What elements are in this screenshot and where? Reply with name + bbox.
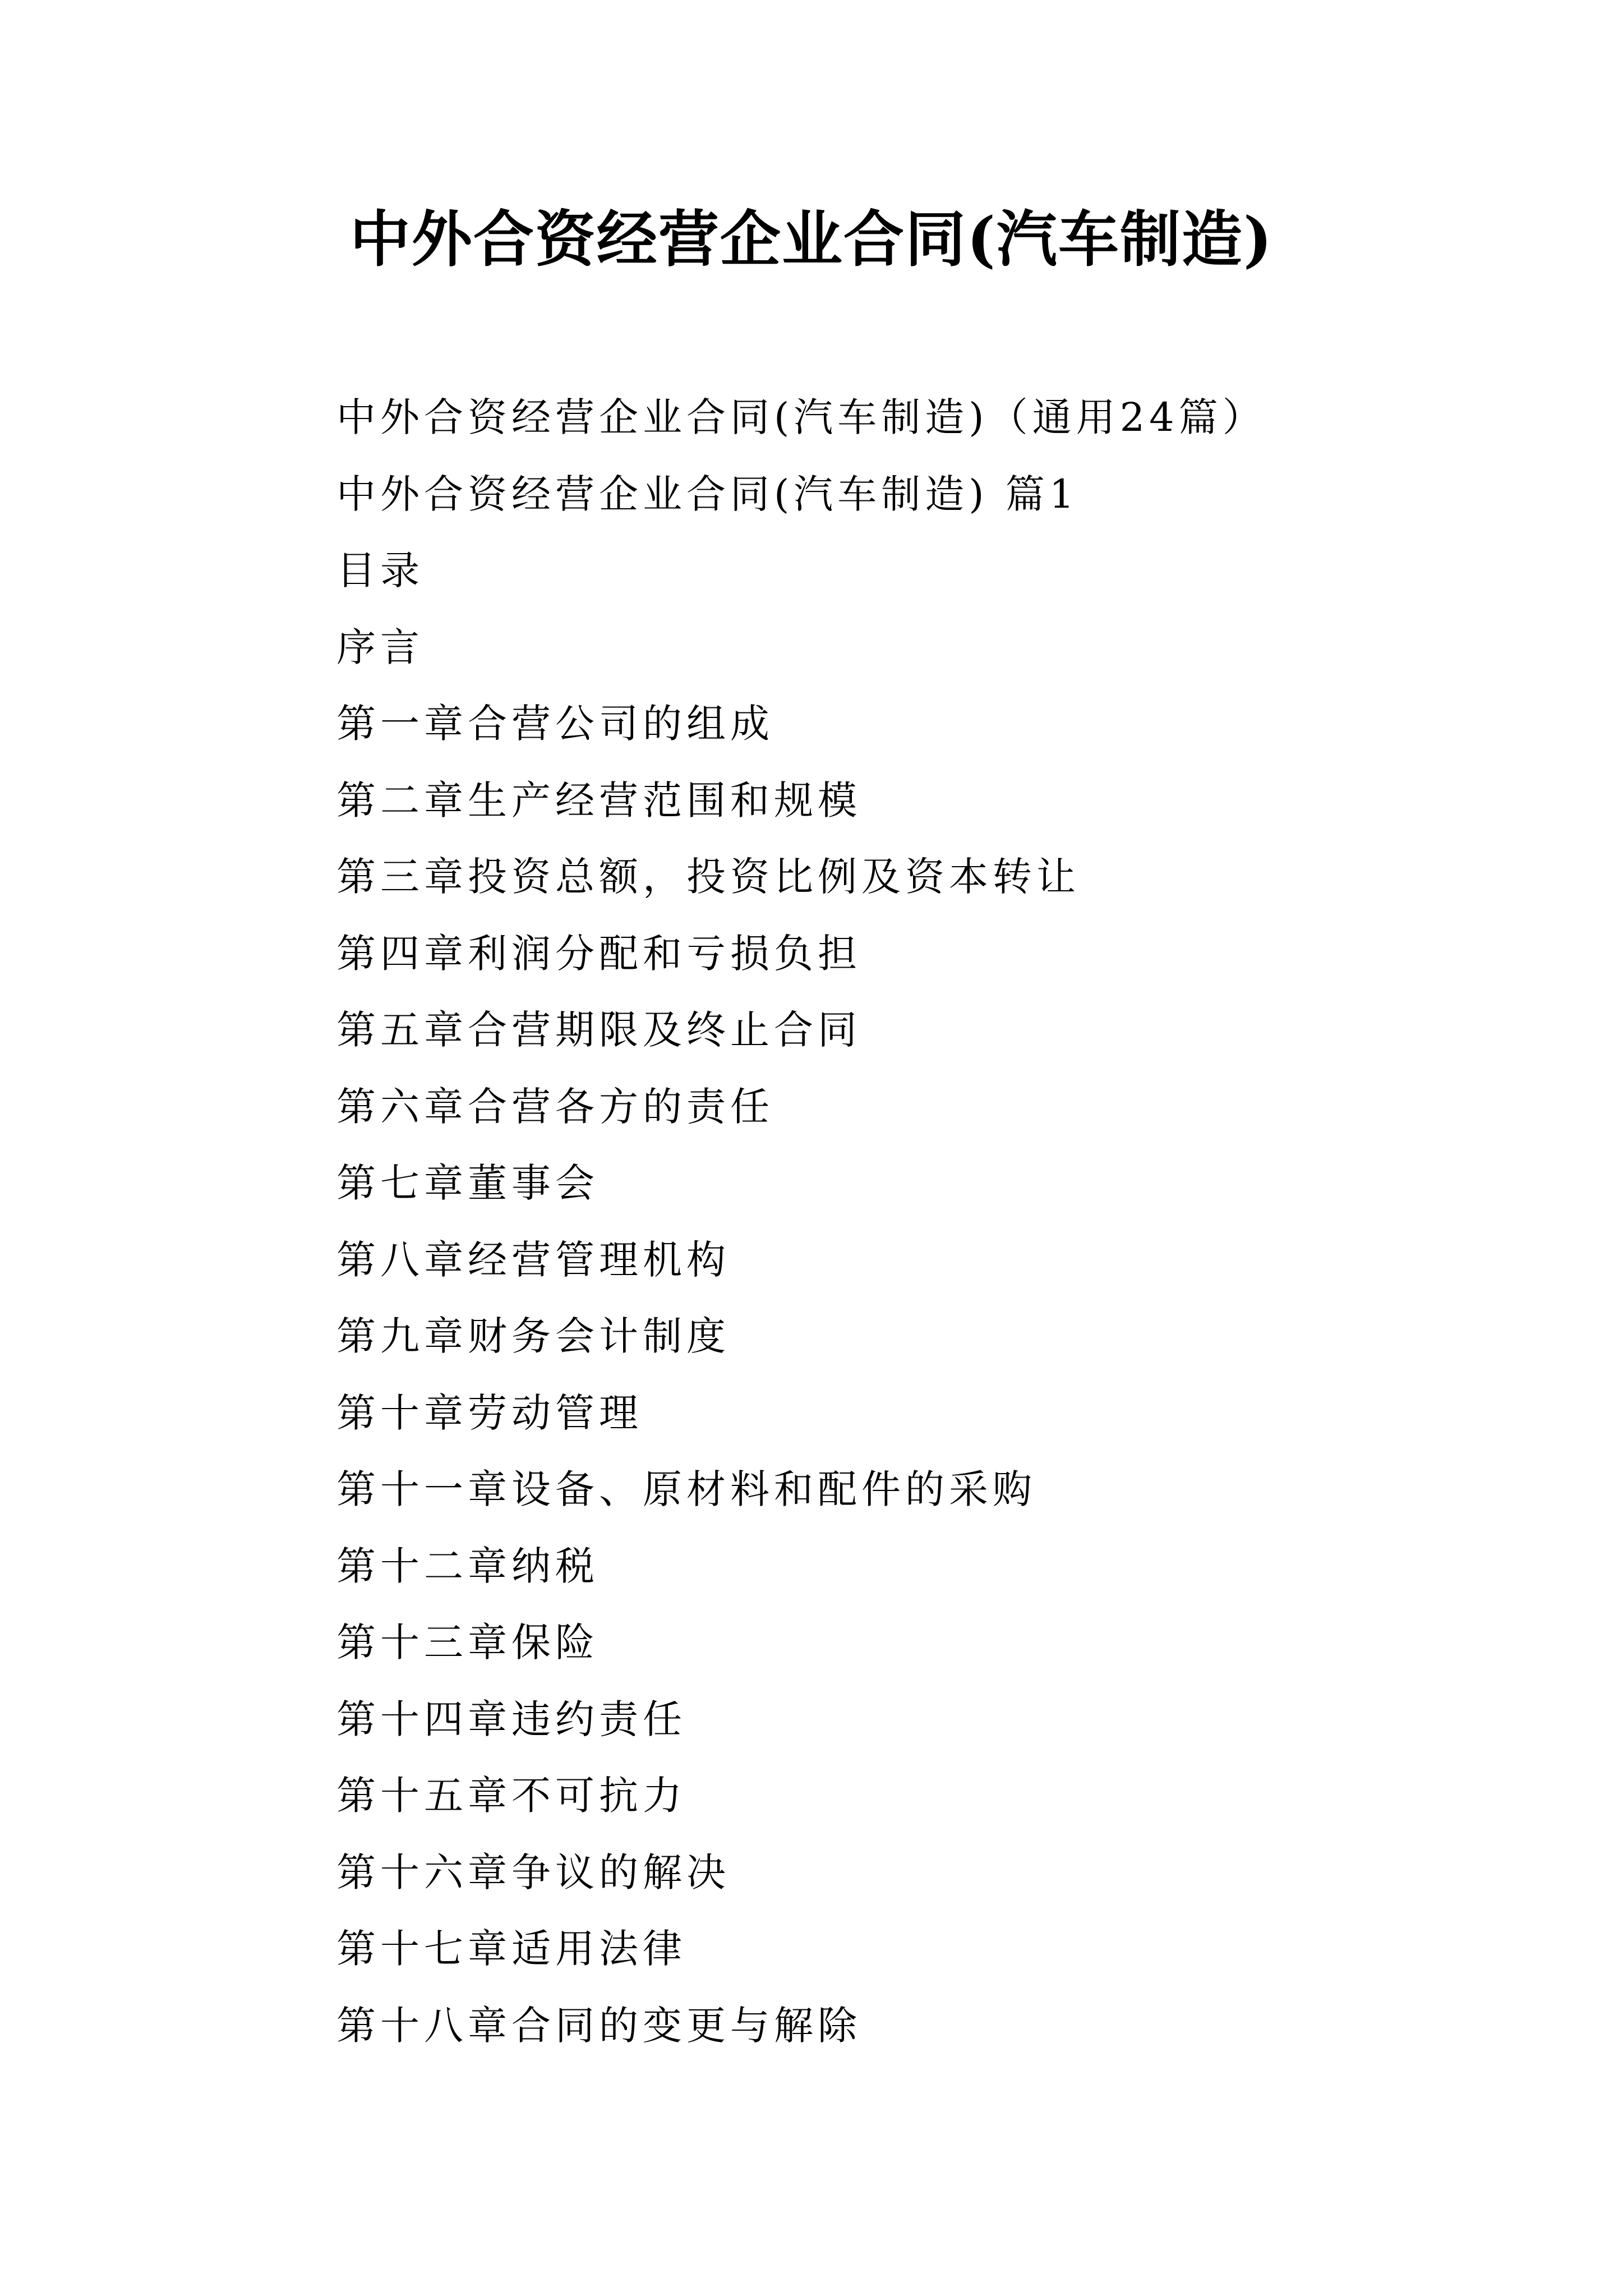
toc-item-chapter-1: 第一章合营公司的组成 xyxy=(336,701,774,747)
toc-item-chapter-3: 第三章投资总额，投资比例及资本转让 xyxy=(336,854,1080,900)
toc-item-chapter-14: 第十四章违约责任 xyxy=(336,1696,686,1742)
toc-item-preface: 序言 xyxy=(336,624,424,670)
section-heading: 中外合资经营企业合同(汽车制造) 篇1 xyxy=(336,471,1079,517)
toc-item-chapter-5: 第五章合营期限及终止合同 xyxy=(336,1007,861,1053)
toc-item-chapter-15: 第十五章不可抗力 xyxy=(336,1773,686,1819)
toc-item-chapter-9: 第九章财务会计制度 xyxy=(336,1313,730,1359)
toc-item-chapter-18: 第十八章合同的变更与解除 xyxy=(336,2002,861,2049)
subtitle-line: 中外合资经营企业合同(汽车制造)（通用24篇） xyxy=(336,394,1266,440)
toc-item-chapter-2: 第二章生产经营范围和规模 xyxy=(336,777,861,823)
toc-item-chapter-12: 第十二章纳税 xyxy=(336,1543,599,1589)
toc-item-chapter-16: 第十六章争议的解决 xyxy=(336,1849,730,1895)
toc-item-chapter-4: 第四章利润分配和亏损负担 xyxy=(336,930,861,977)
page-title: 中外合资经营企业合同(汽车制造) xyxy=(349,204,1274,275)
toc-item-chapter-10: 第十章劳动管理 xyxy=(336,1389,643,1436)
toc-item-chapter-6: 第六章合营各方的责任 xyxy=(336,1083,774,1130)
contents-heading: 目录 xyxy=(336,547,424,593)
toc-item-chapter-11: 第十一章设备、原材料和配件的采购 xyxy=(336,1466,1036,1512)
table-of-contents xyxy=(336,379,1514,2064)
toc-item-chapter-8: 第八章经营管理机构 xyxy=(336,1236,730,1283)
toc-item-chapter-13: 第十三章保险 xyxy=(336,1619,599,1665)
toc-item-chapter-7: 第七章董事会 xyxy=(336,1160,599,1206)
toc-item-chapter-17: 第十七章适用法律 xyxy=(336,1926,686,1972)
